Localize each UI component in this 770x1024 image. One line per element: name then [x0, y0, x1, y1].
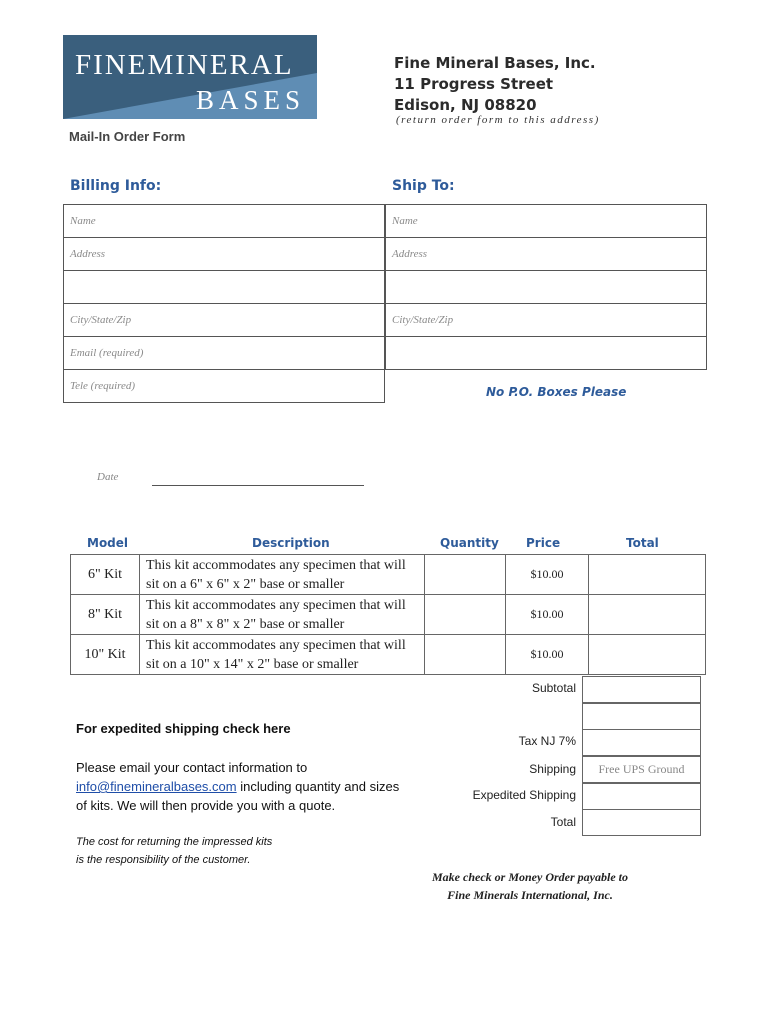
no-po-boxes-note: No P.O. Boxes Please: [486, 385, 627, 399]
total-cell[interactable]: [589, 595, 706, 635]
billing-name-field[interactable]: Name: [64, 205, 385, 238]
header-model: Model: [87, 536, 129, 550]
ship-name-field[interactable]: Name: [386, 205, 707, 238]
return-note: (return order form to this address): [396, 114, 600, 126]
company-name: Fine Mineral Bases, Inc.: [394, 54, 596, 72]
expedited-shipping-label: Expedited Shipping: [472, 788, 576, 802]
header-price: Price: [526, 536, 561, 550]
table-row: [71, 635, 706, 675]
tax-label: Tax NJ 7%: [518, 734, 576, 748]
description-cell: [140, 635, 425, 675]
ship-address-field[interactable]: Address: [386, 238, 707, 271]
order-table: [70, 554, 706, 675]
total-cell[interactable]: [589, 555, 706, 595]
subtotal-field[interactable]: [582, 676, 701, 703]
description-line: This kit accommodates any specimen that will: [146, 597, 406, 613]
shipping-label: Shipping: [529, 762, 576, 776]
header-quantity: Quantity: [440, 536, 499, 550]
ship-address2-field[interactable]: [386, 271, 707, 304]
company-street: 11 Progress Street: [394, 75, 554, 93]
ship-to-heading: Ship To:: [392, 178, 455, 194]
price-cell: $10.00: [506, 595, 589, 635]
total-label: Total: [550, 815, 576, 829]
email-link[interactable]: info@finemineralbases.com: [76, 779, 237, 794]
description-line: sit on a 6" x 6" x 2" base or smaller: [146, 576, 345, 592]
date-label: Date: [97, 471, 119, 483]
shipping-field[interactable]: Free UPS Ground: [582, 756, 701, 783]
payable-note: [380, 868, 680, 904]
table-row: [71, 555, 706, 595]
ship-extra-field[interactable]: [386, 337, 707, 370]
quantity-cell[interactable]: [425, 595, 506, 635]
billing-address2-field[interactable]: [64, 271, 385, 304]
payable-line2: Fine Minerals International, Inc.: [447, 888, 613, 902]
cost-note-line2: is the responsibility of the customer.: [76, 854, 251, 866]
logo-line2: BASES: [195, 85, 305, 115]
model-cell: 8" Kit: [71, 595, 140, 635]
billing-heading: Billing Info:: [70, 178, 162, 194]
tax-field[interactable]: [582, 729, 701, 756]
table-row: [71, 595, 706, 635]
description-line: sit on a 8" x 8" x 2" base or smaller: [146, 616, 345, 632]
payable-line1: Make check or Money Order payable to: [432, 870, 628, 884]
ship-city-field[interactable]: City/State/Zip: [386, 304, 707, 337]
expedited-shipping-field[interactable]: [582, 783, 701, 810]
description-line: sit on a 10" x 14" x 2" base or smaller: [146, 656, 359, 672]
quantity-cell[interactable]: [425, 635, 506, 675]
grand-total-field[interactable]: [582, 809, 701, 836]
price-cell: $10.00: [506, 635, 589, 675]
quantity-cell[interactable]: [425, 555, 506, 595]
company-address: [394, 53, 596, 116]
date-field[interactable]: [152, 485, 364, 486]
description-line: This kit accommodates any specimen that will: [146, 637, 406, 653]
logo-line1: FINEMINERAL: [75, 49, 294, 81]
total-cell[interactable]: [589, 635, 706, 675]
subtotal-label: Subtotal: [531, 681, 576, 695]
expedite-heading: For expedited shipping check here: [76, 721, 291, 736]
expedite-text-after: including quantity and sizes of kits. We will then provide you with a quote.: [76, 779, 400, 813]
billing-email-field[interactable]: Email (required): [64, 337, 385, 370]
billing-city-field[interactable]: City/State/Zip: [64, 304, 385, 337]
company-city: Edison, NJ 08820: [394, 96, 537, 114]
form-title: Mail-In Order Form: [69, 129, 186, 144]
billing-table: [63, 204, 385, 403]
cost-note-line1: The cost for returning the impressed kits: [76, 836, 273, 848]
description-cell: [140, 555, 425, 595]
description-cell: [140, 595, 425, 635]
cost-note: [76, 833, 272, 869]
model-cell: 6" Kit: [71, 555, 140, 595]
model-cell: 10" Kit: [71, 635, 140, 675]
billing-address-field[interactable]: Address: [64, 238, 385, 271]
expedite-instructions: [76, 758, 406, 815]
expedite-text-before: Please email your contact information to: [76, 760, 308, 775]
description-line: This kit accommodates any specimen that will: [146, 557, 406, 573]
blank-summary-field[interactable]: [582, 703, 701, 730]
ship-to-table: [385, 204, 707, 370]
header-total: Total: [626, 536, 659, 550]
header-description: Description: [252, 536, 330, 550]
price-cell: $10.00: [506, 555, 589, 595]
company-logo: [63, 35, 317, 119]
billing-phone-field[interactable]: Tele (required): [64, 370, 385, 403]
